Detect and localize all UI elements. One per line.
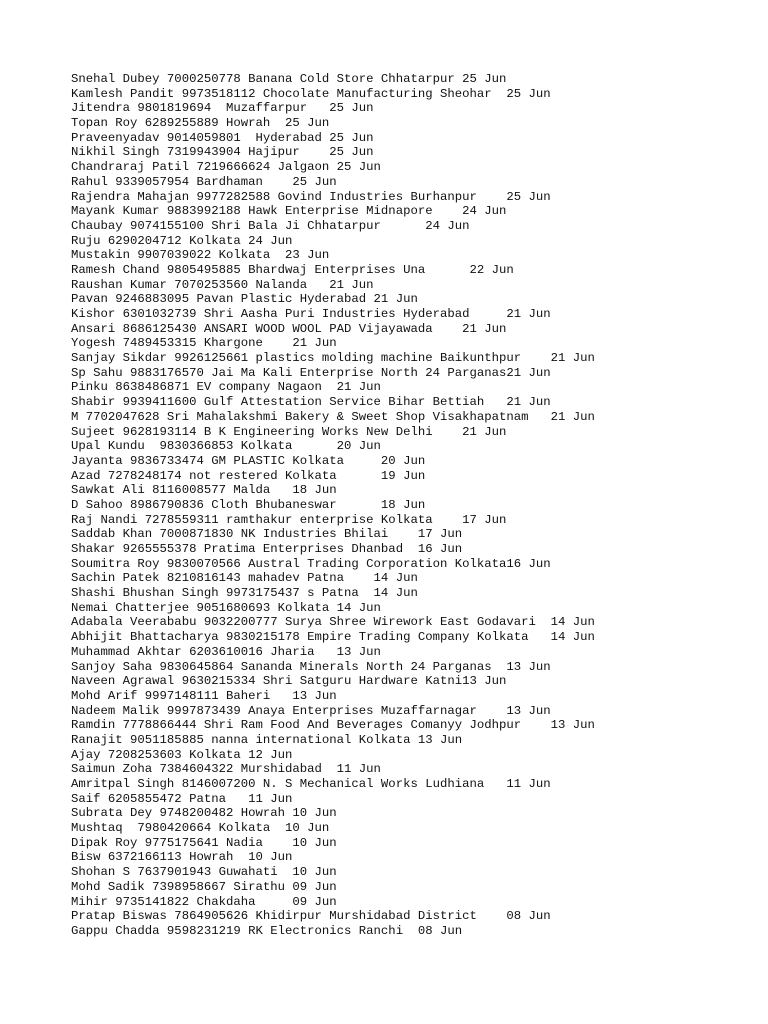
list-item: Mohd Sadik 7398958667 Sirathu 09 Jun: [71, 879, 337, 894]
list-item: Sanjoy Saha 9830645864 Sananda Minerals North 24 Parganas 13 Jun: [71, 659, 551, 674]
list-item: Ruju 6290204712 Kolkata 24 Jun: [71, 233, 293, 248]
list-item: Rajendra Mahajan 9977282588 Govind Industries Burhanpur 25 Jun: [71, 189, 551, 204]
list-item: Subrata Dey 9748200482 Howrah 10 Jun: [71, 806, 337, 821]
list-item: Sanjay Sikdar 9926125661 plastics molding machine Baikunthpur 21 Jun: [71, 351, 595, 366]
list-item: Shohan S 7637901943 Guwahati 10 Jun: [71, 865, 337, 880]
list-item: Shakar 9265555378 Pratima Enterprises Dhanbad 16 Jun: [71, 542, 463, 556]
list-item: Pinku 8638486871 EV company Nagaon 21 Jun: [71, 380, 381, 395]
list-item: Nikhil Singh 7319943904 Hajipur 25 Jun: [71, 145, 374, 160]
list-item: Jitendra 9801819694 Muzaffarpur 25 Jun: [71, 101, 374, 116]
list-item: Sp Sahu 9883176570 Jai Ma Kali Enterprise North 24 Parganas21 Jun: [71, 365, 551, 380]
list-item: Snehal Dubey 7000250778 Banana Cold Store Chhatarpur 25 Jun: [71, 72, 507, 86]
list-item: Sujeet 9628193114 B K Engineering Works New Delhi 21 Jun: [71, 424, 507, 439]
list-item: Sachin Patek 8210816143 mahadev Patna 14 Jun: [71, 571, 418, 586]
list-item: Chandraraj Patil 7219666624 Jalgaon 25 Jun: [71, 160, 381, 175]
list-item: Nadeem Malik 9997873439 Anaya Enterprises Muzaffarnagar 13 Jun: [71, 703, 551, 718]
list-item: Ansari 8686125430 ANSARI WOOD WOOL PAD Vijayawada 21 Jun: [71, 321, 507, 336]
list-item: Ranajit 9051185885 nanna international Kolkata 13 Jun: [71, 732, 463, 747]
list-item: Sawkat Ali 8116008577 Malda 18 Jun: [71, 483, 337, 498]
list-item: Rahul 9339057954 Bardhaman 25 Jun: [71, 174, 337, 189]
list-item: Ramesh Chand 9805495885 Bhardwaj Enterprises Una 22 Jun: [71, 262, 514, 277]
list-item: M 7702047628 Sri Mahalakshmi Bakery & Sweet Shop Visakhapatnam 21 Jun: [71, 409, 595, 424]
list-item: Amritpal Singh 8146007200 N. S Mechanical Works Ludhiana 11 Jun: [71, 777, 551, 791]
contact-list: [71, 72, 595, 939]
list-item: Raj Nandi 7278559311 ramthakur enterprise Kolkata 17 Jun: [71, 512, 507, 527]
list-item: Ajay 7208253603 Kolkata 12 Jun: [71, 747, 293, 762]
list-item: Adabala Veerababu 9032200777 Surya Shree Wirework East Godavari 14 Jun: [71, 615, 595, 630]
list-item: Mohd Arif 9997148111 Baheri 13 Jun: [71, 688, 337, 703]
list-item: Topan Roy 6289255889 Howrah 25 Jun: [71, 116, 330, 131]
list-item: Kamlesh Pandit 9973518112 Chocolate Manufacturing Sheohar 25 Jun: [71, 86, 551, 101]
list-item: Chaubay 9074155100 Shri Bala Ji Chhatarpur 24 Jun: [71, 218, 470, 233]
list-item: Muhammad Akhtar 6203610016 Jharia 13 Jun: [71, 644, 381, 659]
list-item: Saddab Khan 7000871830 NK Industries Bhilai 17 Jun: [71, 527, 463, 542]
list-item: D Sahoo 8986790836 Cloth Bhubaneswar 18 Jun: [71, 497, 426, 512]
list-item: Jayanta 9836733474 GM PLASTIC Kolkata 20 Jun: [71, 453, 426, 468]
list-item: Mushtaq 7980420664 Kolkata 10 Jun: [71, 821, 330, 836]
list-item: Ramdin 7778866444 Shri Ram Food And Beverages Comanyy Jodhpur 13 Jun: [71, 718, 595, 733]
list-item: Saif 6205855472 Patna 11 Jun: [71, 791, 293, 806]
list-item: Pavan 9246883095 Pavan Plastic Hyderabad 21 Jun: [71, 292, 418, 307]
list-item: Praveenyadav 9014059801 Hyderabad 25 Jun: [71, 130, 374, 145]
list-item: Gappu Chadda 9598231219 RK Electronics Ranchi 08 Jun: [71, 923, 463, 938]
list-item: Azad 7278248174 not restered Kolkata 19 Jun: [71, 468, 426, 483]
list-item: Bisw 6372166113 Howrah 10 Jun: [71, 850, 293, 865]
list-item: Mihir 9735141822 Chakdaha 09 Jun: [71, 894, 337, 909]
list-item: Mustakin 9907039022 Kolkata 23 Jun: [71, 248, 330, 263]
list-item: Kishor 6301032739 Shri Aasha Puri Industries Hyderabad 21 Jun: [71, 307, 551, 321]
list-item: Naveen Agrawal 9630215334 Shri Satguru Hardware Katni13 Jun: [71, 674, 507, 689]
list-item: Saimun Zoha 7384604322 Murshidabad 11 Jun: [71, 762, 381, 777]
list-item: Nemai Chatterjee 9051680693 Kolkata 14 Jun: [71, 600, 381, 615]
list-item: Dipak Roy 9775175641 Nadia 10 Jun: [71, 835, 337, 850]
list-item: Upal Kundu 9830366853 Kolkata 20 Jun: [71, 439, 381, 454]
list-item: Shashi Bhushan Singh 9973175437 s Patna 14 Jun: [71, 586, 418, 601]
list-item: Pratap Biswas 7864905626 Khidirpur Murshidabad District 08 Jun: [71, 909, 551, 924]
list-item: Mayank Kumar 9883992188 Hawk Enterprise Midnapore 24 Jun: [71, 204, 507, 219]
list-item: Soumitra Roy 9830070566 Austral Trading Corporation Kolkata16 Jun: [71, 556, 551, 571]
list-item: Raushan Kumar 7070253560 Nalanda 21 Jun: [71, 277, 374, 292]
list-item: Yogesh 7489453315 Khargone 21 Jun: [71, 336, 337, 351]
list-item: Abhijit Bhattacharya 9830215178 Empire Trading Company Kolkata 14 Jun: [71, 630, 595, 645]
list-item: Shabir 9939411600 Gulf Attestation Service Bihar Bettiah 21 Jun: [71, 395, 551, 410]
